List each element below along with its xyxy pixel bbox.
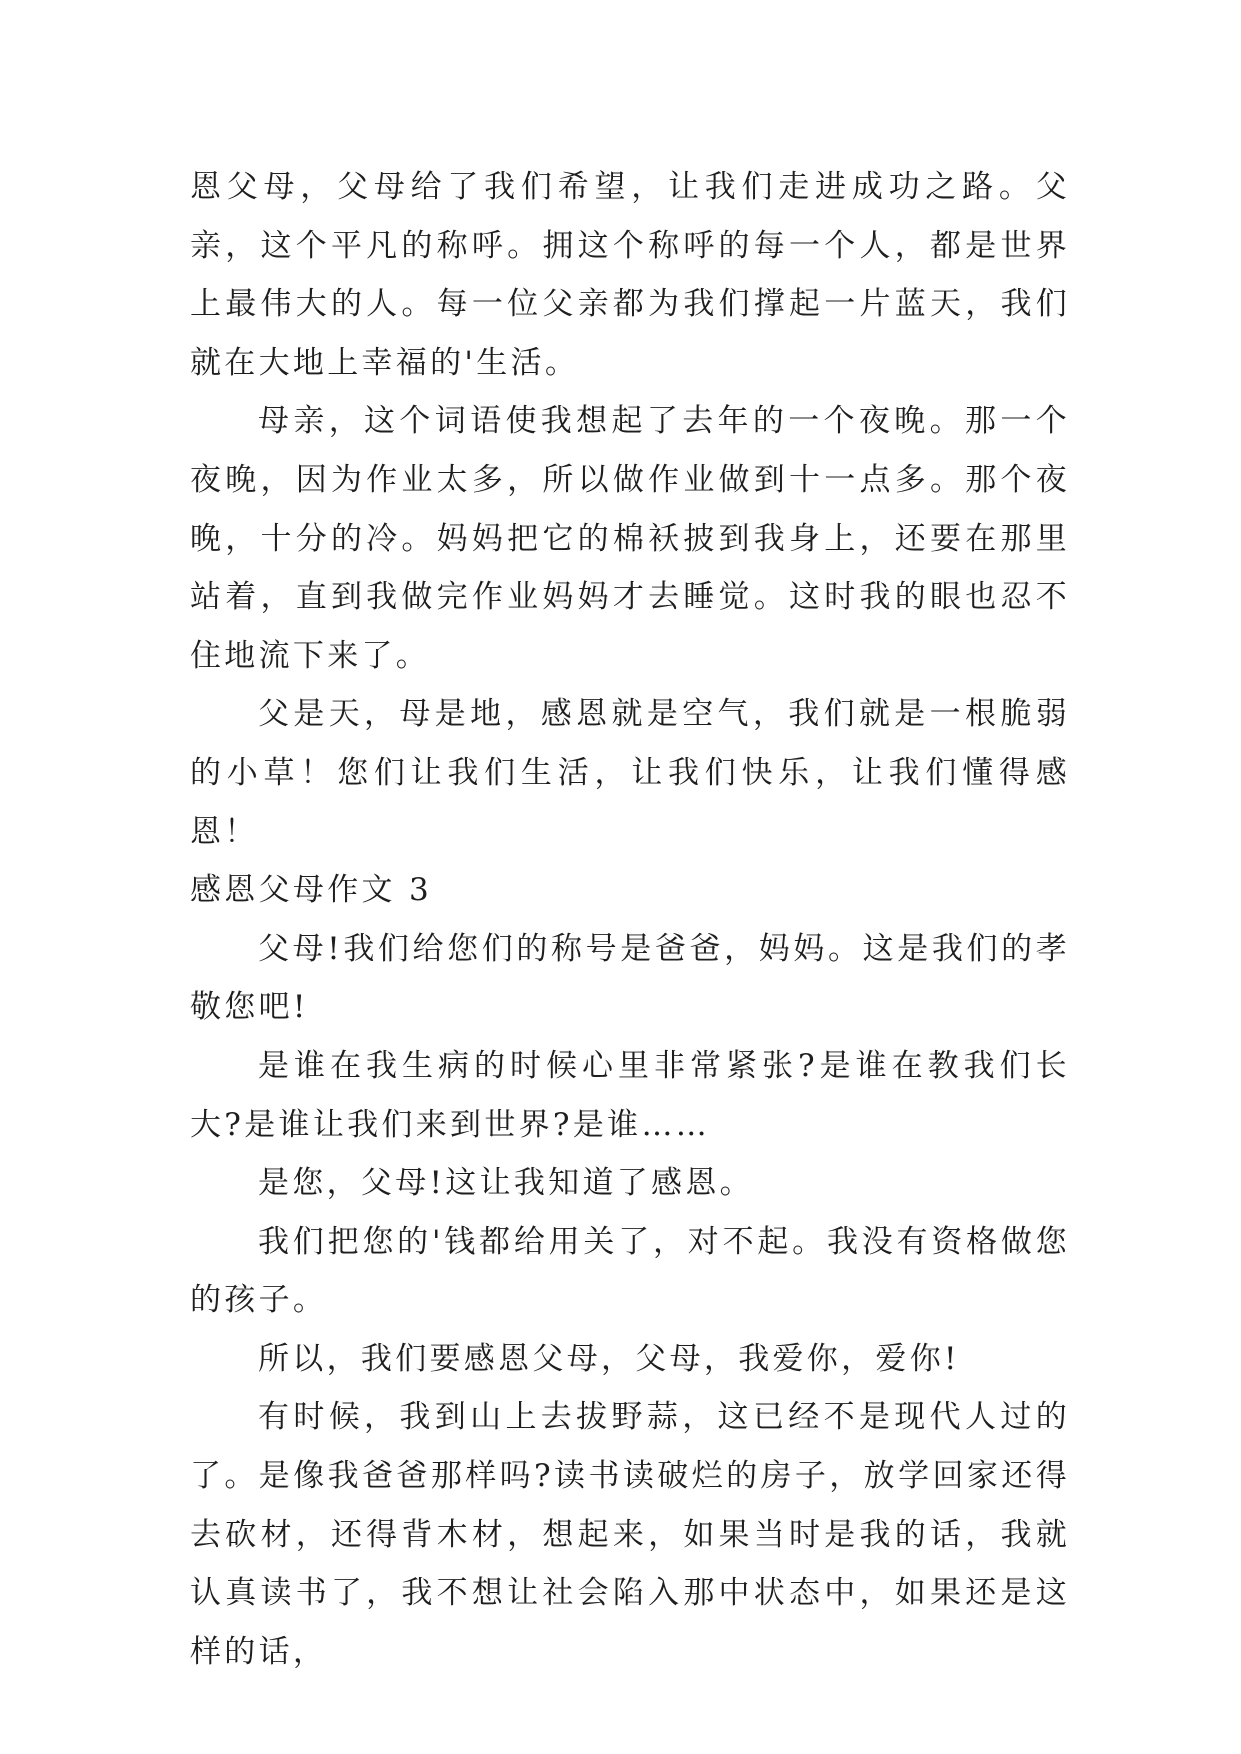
section-heading: 感恩父母作文 3: [190, 872, 432, 909]
paragraph-3: 父是天，母是地，感恩就是空气，我们就是一根脆弱的小草！您们让我们生活，让我们快乐，让我们懂得感恩！: [190, 696, 1070, 850]
paragraph-1: 恩父母，父母给了我们希望，让我们走进成功之路。父亲，这个平凡的称呼。拥这个称呼的每一个人，都是世界上最伟大的人。每一位父亲都为我们撑起一片蓝天，我们就在大地上幸福的'生活。: [190, 169, 1070, 381]
paragraph-8: 所以，我们要感恩父母，父母，我爱你，爱你!: [258, 1340, 960, 1377]
paragraph-9: 有时候，我到山上去拔野蒜，这已经不是现代人过的了。是像我爸爸那样吗?读书读破烂的房子，放学回家还得去砍材，还得背木材，想起来，如果当时是我的话，我就认真读书了，我不想让社会陷入那中状态中，如果还是这样的话，: [190, 1399, 1070, 1670]
paragraph-2: 母亲，这个词语使我想起了去年的一个夜晚。那一个夜晚，因为作业太多，所以做作业做到十一点多。那个夜晚，十分的冷。妈妈把它的棉袄披到我身上，还要在那里站着，直到我做完作业妈妈才去睡觉。这时我的眼也忍不住地流下来了。: [190, 403, 1070, 674]
paragraph-7: 我们把您的'钱都给用关了，对不起。我没有资格做您的孩子。: [190, 1223, 1070, 1319]
paragraph-6: 是您，父母!这让我知道了感恩。: [258, 1165, 754, 1202]
paragraph-5: 是谁在我生病的时候心里非常紧张?是谁在教我们长大?是谁让我们来到世界?是谁……: [190, 1047, 1070, 1143]
document-body: [190, 158, 1070, 1681]
paragraph-4: 父母!我们给您们的称号是爸爸，妈妈。这是我们的孝敬您吧!: [190, 930, 1070, 1026]
